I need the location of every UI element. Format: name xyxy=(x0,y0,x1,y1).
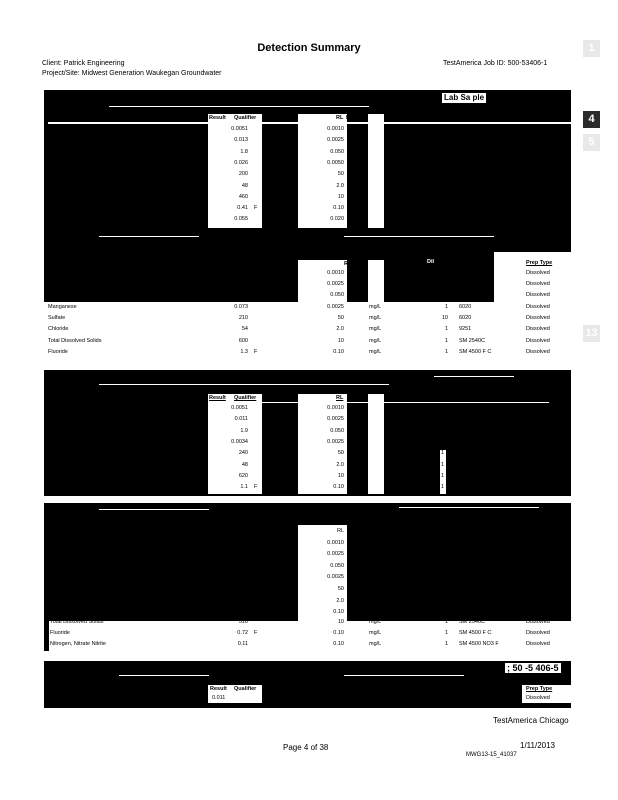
dil-cell: 1 xyxy=(441,484,445,491)
unit-header-3: Unit xyxy=(369,395,380,401)
unit-cell: mg/L xyxy=(369,193,382,200)
result-cell: 0.41 xyxy=(237,205,248,212)
dil-cell: 1 xyxy=(441,450,445,457)
mdl-header-2: MDL xyxy=(350,261,362,267)
rl-cell: 0.020 xyxy=(330,216,344,223)
method-cell: 9251 xyxy=(459,326,472,333)
rl-cell: 0.10 xyxy=(333,205,344,212)
dil-cell: 1 xyxy=(444,304,448,310)
analyte-cell: Manganese xyxy=(48,304,77,310)
tab-13[interactable]: 13 xyxy=(583,325,600,342)
rl-cell: 0.0010 xyxy=(327,270,344,276)
result-cell: 0.72 xyxy=(237,630,248,637)
analyte-cell: Sulfate xyxy=(48,315,66,322)
rl-cell: 2.0 xyxy=(336,461,344,468)
analyte-cell: Total Dissolved Solids xyxy=(48,337,102,344)
analyte-cell: Total Dissolved Solids xyxy=(50,619,104,625)
rl-cell: 50 xyxy=(337,450,344,457)
unit-cell: mg/L xyxy=(369,405,382,411)
result-cell: 48 xyxy=(241,182,248,189)
method-cell: SM 4500 NO3 F xyxy=(459,641,499,648)
analyte-cell: Chloride xyxy=(48,326,69,333)
unit-cell: mg/L xyxy=(369,619,382,625)
unit-cell: mg/L xyxy=(369,438,382,445)
prep-cell: Dissolved xyxy=(526,348,550,355)
dil-cell: 1 xyxy=(444,348,448,355)
prep-cell: Dissolved xyxy=(526,630,550,637)
unit-cell: mg/L xyxy=(369,427,382,434)
prep-cell: Dissolved xyxy=(526,315,550,322)
qualifier-header: Qualifier xyxy=(234,115,257,121)
rl-cell: 2.0 xyxy=(336,597,344,604)
unit-cell: mg/L xyxy=(369,315,382,322)
method-cell: 6020 xyxy=(459,315,472,322)
unit-cell: mg/L xyxy=(369,641,382,648)
unit-cell: mg/L xyxy=(369,126,382,132)
prep-cell: Dissolved xyxy=(526,619,550,625)
client-line: Client: Patrick Engineering xyxy=(42,60,125,67)
sample-block-4 xyxy=(44,503,571,653)
sample-block-1 xyxy=(44,90,571,230)
lab-sample-id-5: ; 50 -5 406-5 xyxy=(507,663,559,673)
prep-cell: Dissolved xyxy=(526,641,550,648)
rl-cell: 0.0025 xyxy=(327,281,344,287)
unit-cell: mg/L xyxy=(369,484,382,491)
rl-cell: 50 xyxy=(337,586,344,592)
method-cell: SM 4500 F C xyxy=(459,348,492,355)
qualifier-header-3: Qualifier xyxy=(234,395,257,401)
result-cell: 210 xyxy=(238,315,248,322)
result-cell: 0.011 xyxy=(234,416,248,423)
result-value-5: 0.011 xyxy=(212,695,226,701)
footer-lab: TestAmerica Chicago xyxy=(493,716,569,725)
result-cell: 0.073 xyxy=(234,304,248,310)
dil-cell: 1 xyxy=(441,472,445,479)
unit-cell: mg/L xyxy=(369,205,382,212)
result-cell: 240 xyxy=(238,450,248,457)
unit-cell: mg/L xyxy=(369,159,382,166)
dil-header-2: Dil xyxy=(427,259,435,265)
method-cell: 6020 xyxy=(459,304,472,310)
unit-header: Unit xyxy=(369,115,380,121)
rl-cell: 10 xyxy=(337,337,344,344)
qualifier-cell: F xyxy=(254,630,258,637)
result-cell: 1.3 xyxy=(240,348,248,355)
prep-value-5: Dissolved xyxy=(526,695,550,701)
dil-cell: 10 xyxy=(441,315,448,322)
result-cell: 510 xyxy=(238,619,248,625)
rl-cell: 0.0010 xyxy=(327,126,344,132)
sample-block-3 xyxy=(44,370,571,496)
dil-cell: 1 xyxy=(444,630,448,637)
mdl-header-3: MDL xyxy=(350,395,362,401)
result-cell: 0.0051 xyxy=(231,405,248,411)
unit-cell: mg/L xyxy=(369,472,382,479)
unit-cell: mg/L xyxy=(369,450,382,457)
unit-header-2: Unit xyxy=(369,261,380,267)
unit-cell: mg/L xyxy=(369,304,382,310)
footer-code: MWG13-15_41037 xyxy=(466,752,517,758)
rl-cell: 0.10 xyxy=(333,641,344,648)
unit-cell: mg/L xyxy=(369,171,382,178)
tab-4[interactable]: 4 xyxy=(583,111,600,128)
result-cell: 0.055 xyxy=(234,216,248,223)
rl-cell: 0.0010 xyxy=(327,539,344,546)
rl-cell: 0.0010 xyxy=(327,405,344,411)
unit-cell: mg/L xyxy=(369,182,382,189)
rl-cell: RL xyxy=(336,528,344,534)
result-cell: 0.0051 xyxy=(231,126,248,132)
prep-cell: Dissolved xyxy=(526,337,550,344)
unit-cell: mg/L xyxy=(369,137,382,144)
dil-cell: 1 xyxy=(444,337,448,344)
rl-cell: 50 xyxy=(337,315,344,322)
unit-cell: mg/L xyxy=(369,348,382,355)
tab-1[interactable]: 1 xyxy=(583,40,600,57)
prep-cell: Dissolved xyxy=(526,281,550,287)
result-header-5: Result xyxy=(210,686,227,692)
result-cell: 460 xyxy=(238,193,248,200)
result-header-3: Result xyxy=(209,395,226,401)
method-cell: SM 2540C xyxy=(459,337,485,344)
result-cell: 1.9 xyxy=(240,427,248,434)
job-id: TestAmerica Job ID: 500-53406-1 xyxy=(443,60,548,67)
method-cell: SM 4500 F C xyxy=(459,630,492,637)
result-cell: 54 xyxy=(241,326,248,333)
tab-5[interactable]: 5 xyxy=(583,134,600,151)
unit-cell: mg/L xyxy=(369,292,382,298)
prep-cell: Dissolved xyxy=(526,326,550,333)
qualifier-cell: F xyxy=(254,205,258,212)
rl-cell: 0.0025 xyxy=(327,574,344,581)
rl-cell: 10 xyxy=(337,193,344,200)
result-cell: 48 xyxy=(241,461,248,468)
prep-cell: Dissolved xyxy=(526,270,550,276)
rl-cell: 2.0 xyxy=(336,326,344,333)
dil-cell: 1 xyxy=(444,619,448,625)
lab-sample-label: Lab Sa ple xyxy=(444,93,485,102)
mdl-header: MDL xyxy=(346,115,358,121)
prep-cell: Dissolved xyxy=(526,304,550,310)
rl-cell: 0.050 xyxy=(330,427,344,434)
result-cell: 600 xyxy=(238,337,248,344)
sample-block-5 xyxy=(44,661,571,708)
result-cell: 0.11 xyxy=(237,641,248,648)
rl-header-3: RL xyxy=(336,395,344,401)
rl-header-2: RL xyxy=(344,261,352,267)
rl-header: RL xyxy=(336,115,344,121)
unit-cell: mg/L xyxy=(369,326,382,333)
qualifier-cell: F xyxy=(254,348,258,355)
analyte-cell: Fluoride xyxy=(48,348,68,355)
rl-cell: 0.0025 xyxy=(327,438,344,445)
result-cell: 0.013 xyxy=(234,137,248,144)
dil-cell: 1 xyxy=(441,461,445,468)
unit-cell: mg/L xyxy=(369,630,382,637)
unit-cell: mg/L xyxy=(369,281,382,287)
rl-cell: 0.0025 xyxy=(327,304,344,310)
rl-cell: 2.0 xyxy=(336,182,344,189)
rl-cell: 0.10 xyxy=(333,609,344,616)
project-line: Project/Site: Midwest Generation Waukegan Groundwater xyxy=(42,70,222,77)
rl-cell: 10 xyxy=(337,472,344,479)
rl-cell: 0.10 xyxy=(333,348,344,355)
rl-cell: 0.050 xyxy=(330,148,344,155)
result-cell: 200 xyxy=(238,171,248,178)
rl-cell: 0.0025 xyxy=(327,416,344,423)
prep-type-header-5: Prep Type xyxy=(526,686,553,692)
unit-cell: mg/L xyxy=(369,270,382,276)
rl-cell: 50 xyxy=(337,171,344,178)
result-cell: 620 xyxy=(238,472,248,479)
dil-cell: 1 xyxy=(444,641,448,648)
prep-type-header-2: Prep Type xyxy=(526,260,553,266)
analyte-cell: Nitrogen, Nitrate Nitrite xyxy=(50,641,106,648)
rl-cell: 0.0025 xyxy=(327,551,344,558)
rl-cell: 0.10 xyxy=(333,484,344,491)
rl-cell: 0.0050 xyxy=(327,159,344,166)
result-cell: 0.026 xyxy=(234,159,248,166)
rl-cell: 0.0025 xyxy=(327,137,344,144)
result-header: Result xyxy=(209,115,226,121)
qualifier-cell: F xyxy=(254,484,258,491)
analyte-cell: Fluoride xyxy=(50,630,70,637)
result-cell: 1.8 xyxy=(240,148,248,155)
rl-cell: 0.050 xyxy=(330,292,344,298)
rl-cell: 0.10 xyxy=(333,630,344,637)
footer-page: Page 4 of 38 xyxy=(283,743,329,752)
dil-cell: 1 xyxy=(444,326,448,333)
method-cell: SM 2540C xyxy=(459,619,485,625)
unit-cell: mg/L xyxy=(369,216,382,223)
prep-cell: Dissolved xyxy=(526,292,550,298)
result-cell: 1.1 xyxy=(240,484,248,491)
page-title: Detection Summary xyxy=(257,42,361,54)
rl-cell: 10 xyxy=(337,619,344,625)
unit-cell: mg/L xyxy=(369,337,382,344)
result-cell: 0.0034 xyxy=(231,438,248,445)
unit-cell: mg/L xyxy=(369,416,382,423)
qualifier-header-5: Qualifier xyxy=(234,686,257,692)
rl-cell: 0.050 xyxy=(330,562,344,569)
unit-cell: mg/L xyxy=(369,461,382,468)
footer-date: 1/11/2013 xyxy=(520,741,555,750)
sample-block-2 xyxy=(44,230,571,360)
unit-cell: mg/L xyxy=(369,148,382,155)
